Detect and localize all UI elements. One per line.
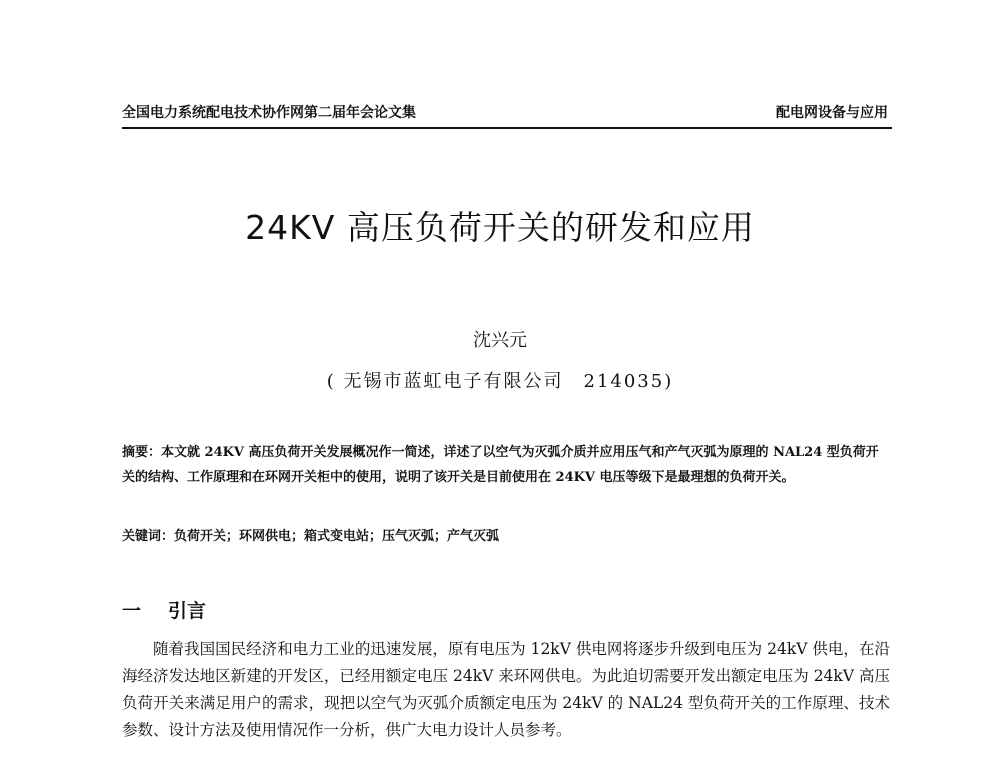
- running-header: [122, 103, 892, 129]
- header-proceedings-title: 全国电力系统配电技术协作网第二届年会论文集: [122, 105, 416, 121]
- keywords: [122, 525, 890, 544]
- abstract-text: 本文就 24KV 高压负荷开关发展概况作一简述，详述了以空气为灭弧介质并应用压气和产气灭弧为原理的 NAL24 型负荷开关的结构、工作原理和在环网开关柜中的使用，说明了该开关是目前使用在 24KV 电压等级下是最理想的负荷开关。: [122, 445, 879, 485]
- keywords-label: 关键词：: [122, 529, 175, 544]
- abstract: [122, 440, 890, 490]
- body-paragraph: 随着我国国民经济和电力工业的迅速发展，原有电压为 12kV 供电网将逐步升级到电压为 24kV 供电，在沿海经济发达地区新建的开发区，已经用额定电压 24kV 来环网供电。为此迫切需要开发出额定电压为 24kV 高压负荷开关来满足用户的需求，现把以空气为灭弧介质额定电压为 24kV 的 NAL24 型负荷开关的工作原理、技术参数、设计方法及使用情况作一分析，供广大电力设计人员参考。: [122, 640, 890, 739]
- section-heading: [122, 596, 206, 623]
- section-title: 引言: [168, 600, 207, 622]
- author-name: 沈兴元: [473, 330, 527, 351]
- abstract-label: 摘要：: [122, 445, 162, 460]
- section-number: 一: [122, 600, 142, 622]
- author-affiliation: ( 无锡市蓝虹电子有限公司 214035): [326, 371, 674, 392]
- paper-title: 24KV 高压负荷开关的研发和应用: [245, 208, 755, 247]
- keywords-text: 负荷开关；环网供电；箱式变电站；压气灭弧；产气灭弧: [174, 529, 500, 544]
- header-section-title: 配电网设备与应用: [776, 105, 888, 121]
